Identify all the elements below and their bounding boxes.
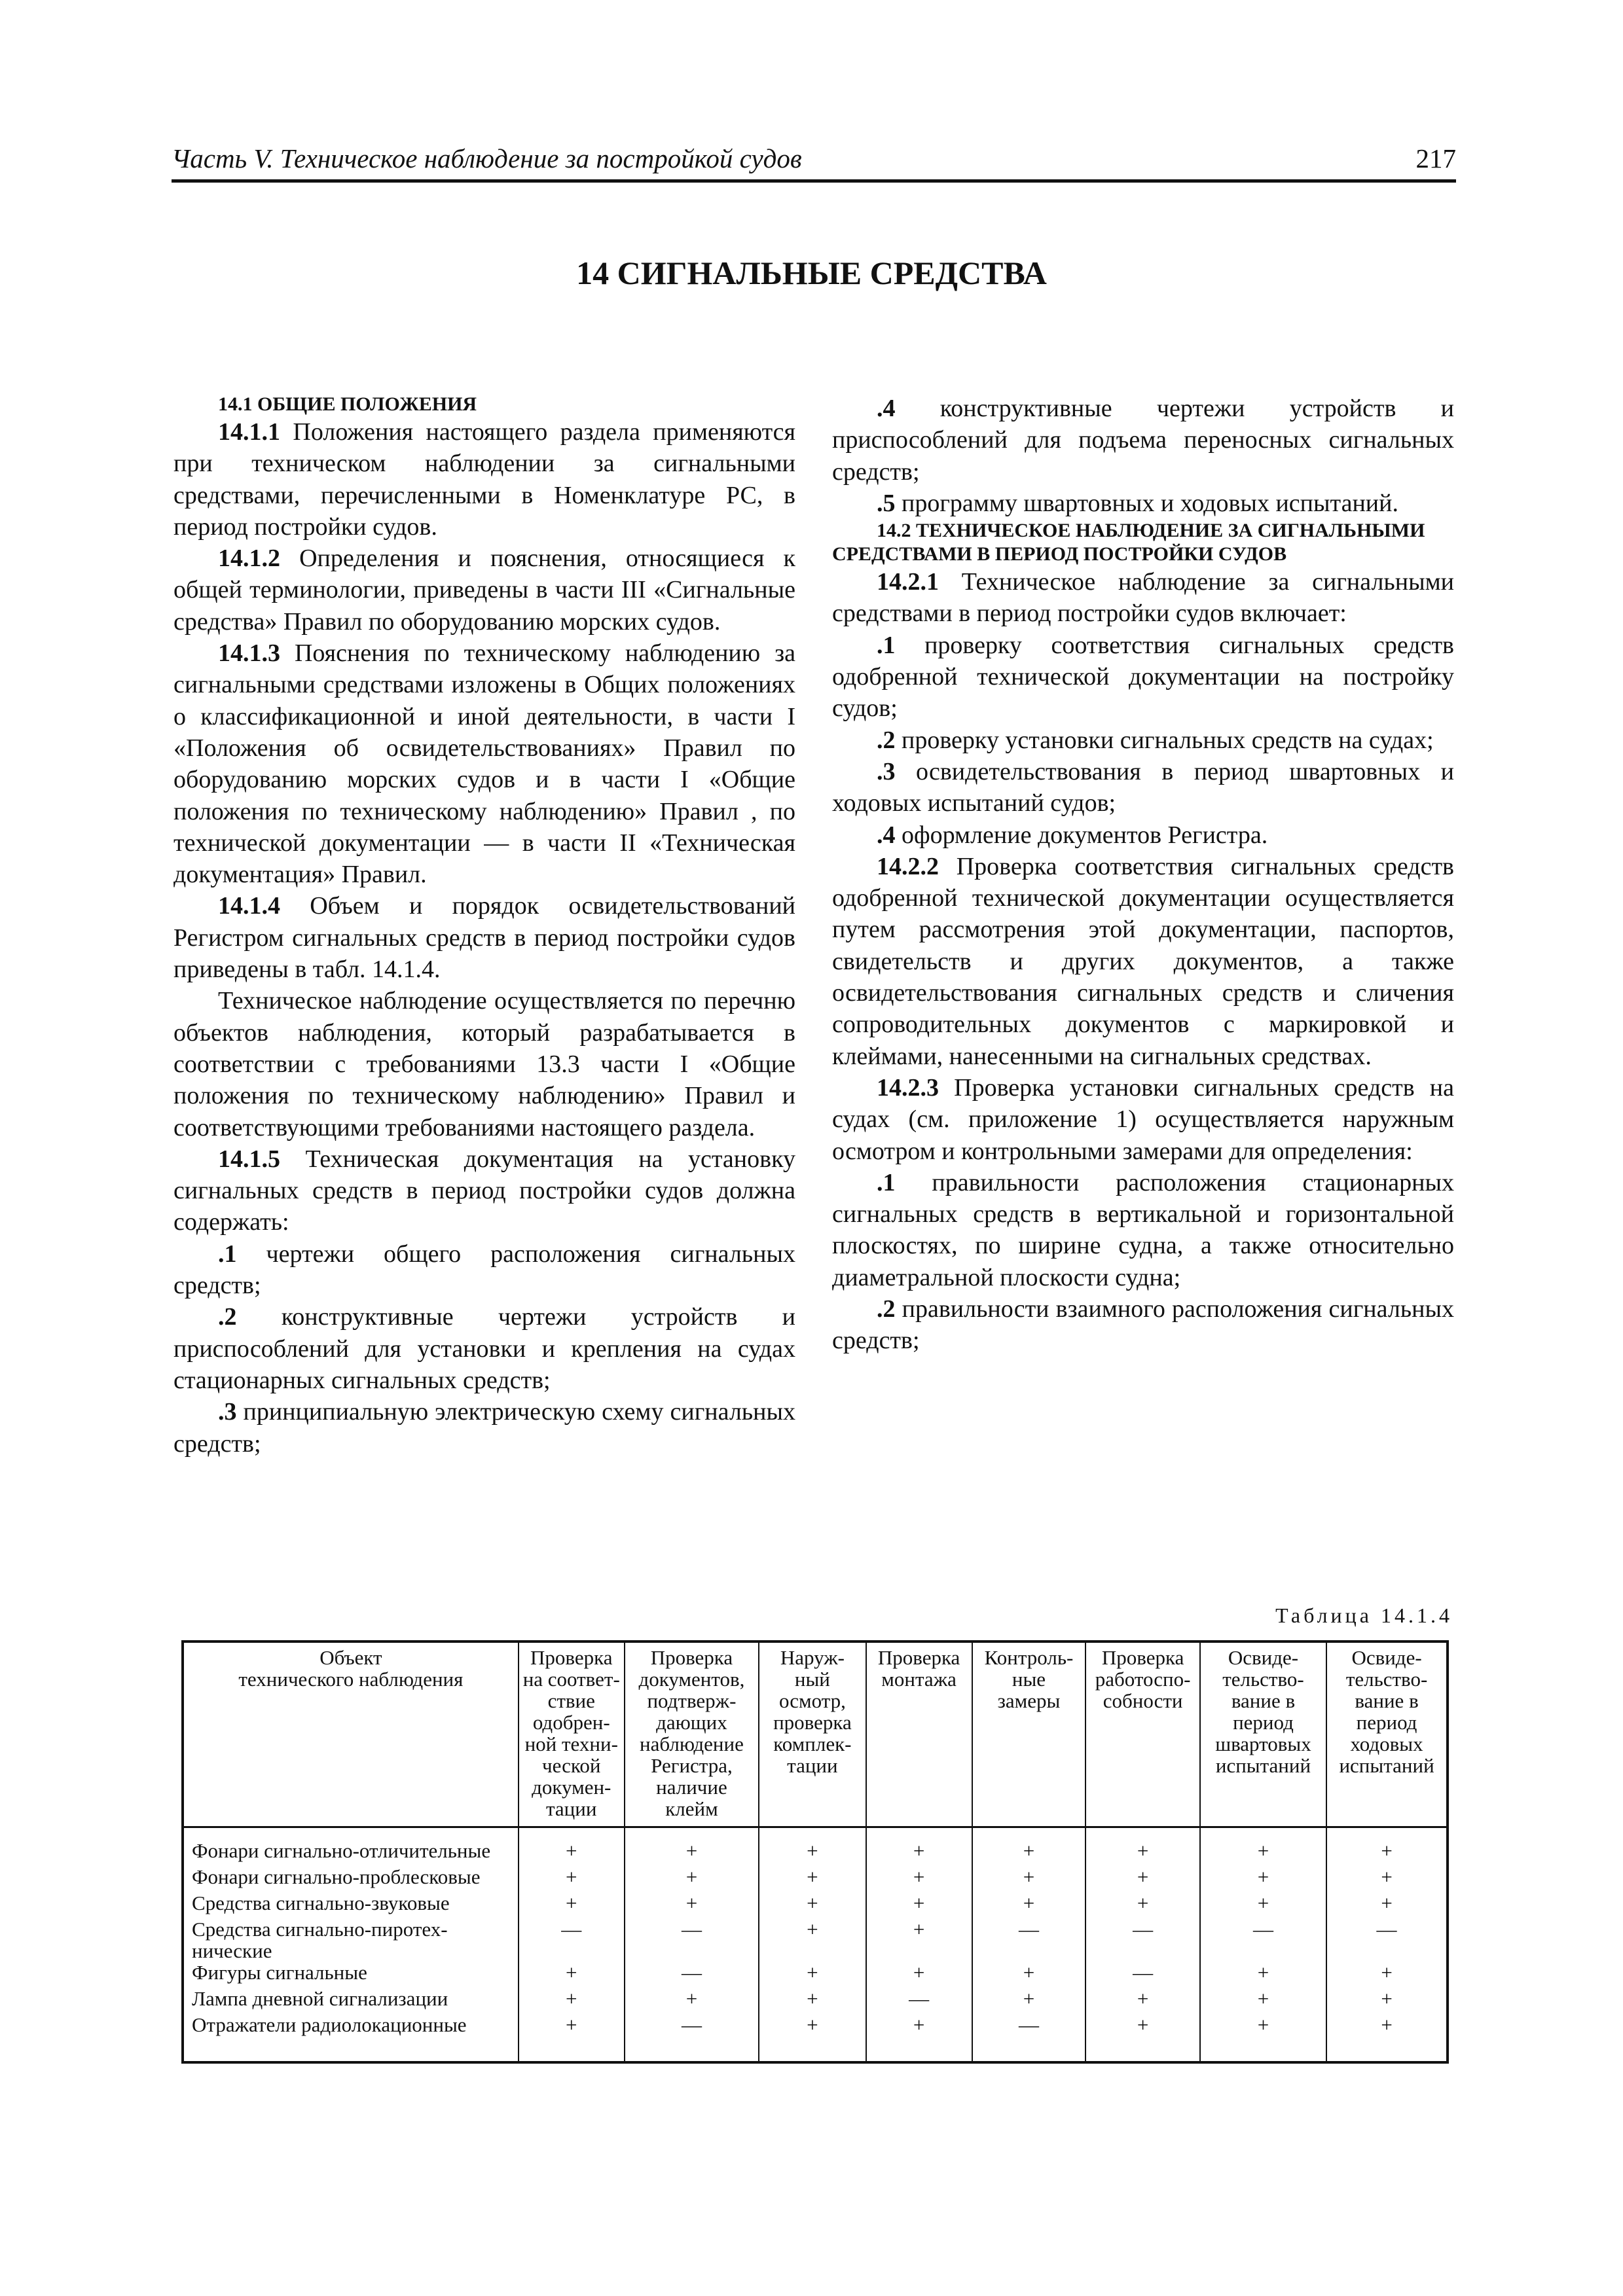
clause-number: 14.1.2 <box>218 545 280 573</box>
row-mark: — <box>866 1988 972 2014</box>
row-mark: + <box>1326 1866 1448 1892</box>
paragraph-text: Определения и пояснения, относящиеся к общей терминологии, приведены в части III «Сигнальные средства» Правил по оборудованию морских судов. <box>173 545 795 636</box>
row-mark: + <box>1085 1866 1199 1892</box>
row-mark: + <box>519 1827 625 1867</box>
row-mark: + <box>759 1892 866 1918</box>
clause-number: 14.2.3 <box>877 1073 939 1102</box>
clause-number: 14.2.2 <box>877 852 939 880</box>
item-number: .4 <box>877 395 896 422</box>
section-title-line-2: СРЕДСТВАМИ В ПЕРИОД ПОСТРОЙКИ СУДОВ <box>832 543 1287 565</box>
row-mark: + <box>519 1892 625 1918</box>
item-number: .2 <box>877 1295 896 1323</box>
list-item-a4 <box>832 819 1454 851</box>
table-header-row <box>183 1641 1448 1827</box>
row-mark: + <box>759 1988 866 2014</box>
item-number: .1 <box>218 1240 237 1268</box>
paragraph-14-1-5 <box>173 1143 795 1238</box>
row-mark: + <box>625 1827 759 1867</box>
paragraph-14-1-1 <box>173 416 795 543</box>
paragraph-text: Объем и порядок освидетельствований Регистром сигнальных средств в период постройки судов приведены в табл. 14.1.4. <box>173 892 795 984</box>
row-mark: + <box>1085 1892 1199 1918</box>
item-number: .2 <box>877 726 896 754</box>
clause-number: 14.1.4 <box>218 892 280 920</box>
paragraph-text: Проверка установки сигнальных средств на судах (см. приложение 1) осуществляется наружным осмотром и контрольными замерами для определения: <box>832 1073 1454 1165</box>
item-number: .4 <box>877 821 896 849</box>
item-text: конструктивные чертежи устройств и приспособлений для подъема переносных сигнальных средств; <box>832 395 1454 486</box>
clause-number: 14.1.1 <box>218 418 280 446</box>
row-mark: + <box>866 1827 972 1867</box>
row-mark: + <box>759 1866 866 1892</box>
row-mark: + <box>759 2014 866 2062</box>
section-title-line-1: 14.2 ТЕХНИЧЕСКОЕ НАБЛЮДЕНИЕ ЗА СИГНАЛЬНЫМИ <box>877 520 1425 542</box>
paragraph-14-2-3 <box>832 1072 1454 1167</box>
row-object: Лампа дневной сигнализации <box>183 1988 519 2014</box>
list-item-3 <box>173 1396 795 1460</box>
row-mark: + <box>1200 1866 1326 1892</box>
list-item-b2 <box>832 1293 1454 1357</box>
row-mark: + <box>519 1866 625 1892</box>
row-mark: + <box>519 2014 625 2062</box>
row-mark: + <box>1200 1988 1326 2014</box>
paragraph-text: Проверка соответствия сигнальных средств одобренной технической документации осуществляется путем рассмотрения этой документации, паспортов, свидетельств и других документов, а также освидетельствования сигнальных средств и сличения сопроводительных документов с маркировкой и клеймами, нанесенными на сигнальных средствах. <box>832 852 1454 1070</box>
item-text: проверку установки сигнальных средств на судах; <box>895 726 1434 754</box>
row-mark: + <box>1085 2014 1199 2062</box>
item-text: программу швартовных и ходовых испытаний. <box>895 489 1398 517</box>
item-text: чертежи общего расположения сигнальных средств; <box>173 1240 795 1300</box>
item-number: .5 <box>877 489 896 517</box>
item-number: .1 <box>877 1168 896 1196</box>
row-mark: + <box>625 1988 759 2014</box>
paragraph-14-2-1 <box>832 566 1454 630</box>
header-mooring-trials: Освиде- тельство- вание в период швартовых испытаний <box>1200 1641 1326 1827</box>
table-row <box>183 1866 1448 1892</box>
row-mark: — <box>1085 1962 1199 1988</box>
list-item-4 <box>832 393 1454 488</box>
table-row <box>183 1988 1448 2014</box>
row-mark: + <box>866 2014 972 2062</box>
row-mark: — <box>625 2014 759 2062</box>
row-mark: + <box>866 1918 972 1962</box>
paragraph-text: Техническое наблюдение за сигнальными средствами в период постройки судов включает: <box>832 568 1454 628</box>
header-doc-compliance: Проверка на соответ- ствие одобрен- ной техни- ческой докумен- тации <box>519 1641 625 1827</box>
row-mark: + <box>1200 1892 1326 1918</box>
paragraph-observation-list: Техническое наблюдение осуществляется по перечню объектов наблюдения, который разрабатывается в соответствии с требованиями 13.3 части I «Общие положения по техническому наблюдению» Правил и соответствующими требованиями настоящего раздела. <box>173 987 795 1141</box>
row-mark: — <box>1326 1918 1448 1962</box>
item-number: .3 <box>877 757 896 785</box>
left-column <box>173 393 795 1460</box>
header-control-measurements: Контроль- ные замеры <box>972 1641 1086 1827</box>
item-text: принципиальную электрическую схему сигнальных средств; <box>173 1398 795 1458</box>
item-text: конструктивные чертежи устройств и приспособлений для установки и крепления на судах стационарных сигнальных средств; <box>173 1303 795 1394</box>
row-object: Фигуры сигнальные <box>183 1962 519 1988</box>
row-mark: + <box>519 1962 625 1988</box>
row-mark: + <box>1326 1988 1448 2014</box>
table-body <box>183 1827 1448 2063</box>
row-mark: + <box>972 1988 1086 2014</box>
row-mark: + <box>1326 1962 1448 1988</box>
section-14-2-title <box>832 519 1454 566</box>
list-item-5 <box>832 488 1454 519</box>
item-number: .1 <box>877 631 896 659</box>
list-item-a3 <box>832 756 1454 819</box>
row-mark: + <box>759 1827 866 1867</box>
item-text: оформление документов Регистра. <box>895 821 1268 849</box>
clause-number: 14.1.5 <box>218 1145 280 1173</box>
row-mark: + <box>1200 1962 1326 1988</box>
row-mark: + <box>625 1866 759 1892</box>
clause-number: 14.2.1 <box>877 568 939 596</box>
header-external-inspection: Наруж- ный осмотр, проверка комплек- тации <box>759 1641 866 1827</box>
header-installation-check: Проверка монтажа <box>866 1641 972 1827</box>
row-mark: — <box>625 1918 759 1962</box>
table-row <box>183 1962 1448 1988</box>
table-row <box>183 1918 1448 1962</box>
list-item-a1 <box>832 630 1454 725</box>
row-object: Средства сигнально-звуковые <box>183 1892 519 1918</box>
row-mark: + <box>625 1892 759 1918</box>
row-mark: — <box>625 1962 759 1988</box>
row-mark: + <box>972 1827 1086 1867</box>
item-number: .3 <box>218 1398 237 1426</box>
row-mark: + <box>972 1892 1086 1918</box>
row-mark: + <box>1326 1892 1448 1918</box>
item-text: правильности расположения стационарных сигнальных средств в вертикальной и горизонтальной плоскостях, по ширине судна, а также относительно диаметральной плоскости судна; <box>832 1168 1454 1291</box>
paragraph-14-1-2 <box>173 543 795 637</box>
row-mark: + <box>1200 2014 1326 2062</box>
table-row <box>183 1892 1448 1918</box>
header-sea-trials: Освиде- тельство- вание в период ходовых испытаний <box>1326 1641 1448 1827</box>
item-text: правильности взаимного расположения сигнальных средств; <box>832 1295 1454 1355</box>
row-mark: + <box>519 1988 625 2014</box>
item-text: проверку соответствия сигнальных средств одобренной технической документации на постройку судов; <box>832 631 1454 723</box>
row-object: Фонари сигнально-проблесковые <box>183 1866 519 1892</box>
clause-number: 14.1.3 <box>218 639 280 668</box>
row-mark: + <box>972 1866 1086 1892</box>
row-mark: + <box>1085 1988 1199 2014</box>
item-number: .2 <box>218 1303 237 1331</box>
table-row <box>183 2014 1448 2062</box>
row-mark: — <box>972 2014 1086 2062</box>
section-14-1-title: 14.1 ОБЩИЕ ПОЛОЖЕНИЯ <box>218 393 477 415</box>
right-column <box>832 393 1454 1357</box>
header-title: Часть V. Техническое наблюдение за постройкой судов <box>172 143 802 173</box>
list-item-a2 <box>832 725 1454 756</box>
row-mark: — <box>1200 1918 1326 1962</box>
row-mark: + <box>1326 1827 1448 1867</box>
row-mark: + <box>759 1918 866 1962</box>
row-mark: + <box>866 1892 972 1918</box>
row-object: Отражатели радиолокационные <box>183 2014 519 2062</box>
table-caption: Таблица 14.1.4 <box>1275 1604 1453 1627</box>
paragraph-text: Пояснения по техническому наблюдению за сигнальными средствами изложены в Общих положениях о классификационной и иной деятельности, в части I «Положения об освидетельствованиях» Правил по оборудованию морских судов и в части I «Общие положения по техническому наблюдению» Правил , по технической документации — в части II «Техническая документация» Правил. <box>173 639 795 889</box>
item-text: освидетельствования в период швартовных и ходовых испытаний судов; <box>832 757 1454 817</box>
chapter-title: 14 СИГНАЛЬНЫЕ СРЕДСТВА <box>576 255 1047 291</box>
paragraph-text: Положения настоящего раздела применяются при техническом наблюдении за сигнальными средствами, перечисленными в Номенклатуре РС, в период постройки судов. <box>173 418 795 541</box>
row-mark: + <box>1085 1827 1199 1867</box>
header-object: Объект технического наблюдения <box>183 1641 519 1827</box>
page-number: 217 <box>1415 143 1456 173</box>
row-mark: + <box>1326 2014 1448 2062</box>
header-operability-check: Проверка работоспо- собности <box>1085 1641 1199 1827</box>
row-mark: + <box>1200 1827 1326 1867</box>
list-item-2 <box>173 1301 795 1396</box>
table-row <box>183 1827 1448 1867</box>
paragraph-14-1-4 <box>173 890 795 985</box>
list-item-b1 <box>832 1167 1454 1293</box>
header-doc-check: Проверка документов, подтверж- дающих наблюдение Регистра, наличие клейм <box>625 1641 759 1827</box>
paragraph-14-1-3 <box>173 637 795 890</box>
row-mark: — <box>972 1918 1086 1962</box>
row-mark: — <box>519 1918 625 1962</box>
row-mark: + <box>866 1962 972 1988</box>
row-mark: + <box>866 1866 972 1892</box>
row-mark: — <box>1085 1918 1199 1962</box>
row-mark: + <box>972 1962 1086 1988</box>
observation-table <box>181 1640 1449 2064</box>
paragraph-14-2-2 <box>832 851 1454 1072</box>
row-object: Средства сигнально-пиротех- нические <box>183 1918 519 1962</box>
list-item-1 <box>173 1238 795 1302</box>
running-header <box>172 139 1456 183</box>
row-object: Фонари сигнально-отличительные <box>183 1827 519 1867</box>
row-mark: + <box>759 1962 866 1988</box>
paragraph-text: Техническая документация на установку сигнальных средств в период постройки судов должна содержать: <box>173 1145 795 1236</box>
